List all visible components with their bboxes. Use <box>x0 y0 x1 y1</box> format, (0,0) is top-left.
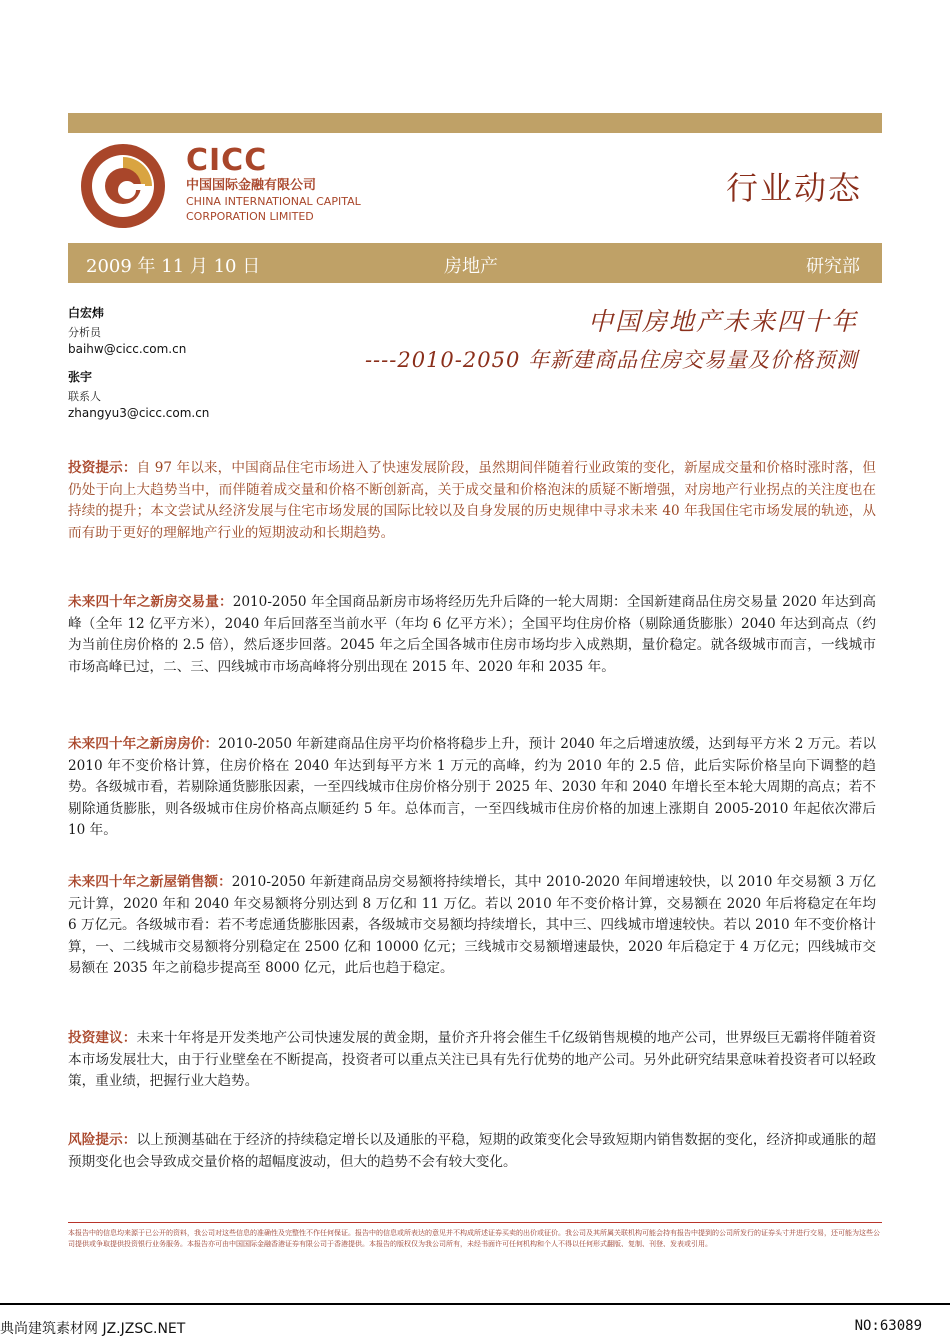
cicc-logo-icon <box>80 143 166 229</box>
section-text: 自 97 年以来，中国商品住宅市场进入了快速发展阶段，虽然期间伴随着行业政策的变化，新屋成交量和价格时涨时落，但仍处于向上大趋势当中，而伴随着成交量和价格不断创新高，关于成交量和价格泡沫的质疑不断增强，对房地产行业拐点的关注度也在持续的提升；本文尝试从经济发展与住宅市场发展的国际比较以及自身发展的历史规律中寻求未来 40 年我国住宅市场发展的轨迹，从而有助于更好的理解地产行业的短期波动和长期趋势。 <box>68 460 877 541</box>
author-role: 联系人 <box>68 390 101 403</box>
company-cn-name: 中国国际金融有限公司 <box>186 178 317 193</box>
section-text: 2010-2050 年新建商品住房平均价格将稳步上升，预计 2040 年之后增速放缓，达到每平方米 2 万元。若以 2010 年不变价格计算，住房价格在 2040 年达到每平方米 1 万元的高峰，约为 2010 年的 2.5 倍，此后实际价格呈向下调整的趋势。各级城市看，若剔除通货膨胀因素，一至四线城市住房价格分别于 2025 年、2030 年和 2040 年增长至本轮大周期的高点；若不剔除通货膨胀，则各级城市住房价格高点顺延约 5 年。总体而言，一至四线城市住房价格的加速上涨期自 2005-2010 年起依次滞后 10 年。 <box>68 736 876 838</box>
report-subtitle: ----2010-2050 年新建商品住房交易量及价格预测 <box>364 348 858 372</box>
section-volume-forecast <box>68 592 876 678</box>
disclaimer-text: 本报告中的信息均来源于已公开的资料，我公司对这些信息的准确性及完整性不作任何保证。报告中的信息或所表达的意见并不构成所述证券买卖的出价或征价。我公司及其所属关联机构可能会持有报告中提到的公司所发行的证券头寸并进行交易，还可能为这些公司提供或争取提供投资银行业务服务。本报告亦可由中国国际金融香港证券有限公司于香港提供。本报告的版权仅为我公司所有，未经书面许可任何机构和个人不得以任何形式翻版、复制、刊登、发表或引用。 <box>68 1229 880 1248</box>
author-name: 张宇 <box>68 370 93 384</box>
author-name: 白宏炜 <box>68 306 105 320</box>
report-department: 研究部 <box>806 256 860 277</box>
section-risk-warning <box>68 1130 876 1173</box>
footer-watermark: 典尚建筑素材网 JZ.JZSC.NET <box>0 1321 186 1337</box>
section-investment-advice <box>68 1028 876 1093</box>
section-lead: 投资提示： <box>68 460 137 476</box>
document-type: 行业动态 <box>725 169 862 207</box>
section-lead: 投资建议： <box>68 1030 137 1046</box>
section-sales-forecast <box>68 872 876 980</box>
company-en-name-1: CHINA INTERNATIONAL CAPITAL <box>186 195 361 208</box>
top-decorative-bar <box>68 113 882 133</box>
section-lead: 未来四十年之新房交易量： <box>68 594 233 610</box>
section-lead: 未来四十年之新房房价： <box>68 736 219 752</box>
author-block-2 <box>68 368 209 420</box>
author-block-1 <box>68 304 186 356</box>
section-investment-tips <box>68 458 876 544</box>
footer-divider <box>0 1303 950 1305</box>
author-email[interactable]: zhangyu3@cicc.com.cn <box>68 406 210 420</box>
company-en-name-2: CORPORATION LIMITED <box>186 210 314 223</box>
author-email[interactable]: baihw@cicc.com.cn <box>68 342 187 356</box>
section-text: 2010-2050 年全国商品新房市场将经历先升后降的一轮大周期：全国新建商品住房交易量 2020 年达到高峰（全年 12 亿平方米），2040 年后回落至当前水平（年均 6 亿平方米）；全国平均住房价格（剔除通货膨胀）2040 年达到高点（约为当前住房价格的 2.5 倍），然后逐步回落。2045 年之后全国各城市住房市场均步入成熟期，量价稳定。就各级城市而言，一线城市市场高峰已过，二、三、四线城市市场高峰将分别出现在 2015 年、2020 年和 2035 年。 <box>68 594 876 675</box>
report-date: 2009 年 11 月 10 日 <box>86 256 261 277</box>
section-price-forecast <box>68 734 876 842</box>
disclaimer-divider <box>68 1222 882 1223</box>
brand-block <box>186 145 361 224</box>
section-text: 以上预测基础在于经济的持续稳定增长以及通胀的平稳，短期的政策变化会导致短期内销售数据的变化，经济抑或通胀的超预期变化也会导致成交量价格的超幅度波动，但大的趋势不会有较大变化。 <box>68 1132 876 1170</box>
report-sector: 房地产 <box>444 256 498 277</box>
info-bar <box>68 243 882 283</box>
section-lead: 未来四十年之新屋销售额： <box>68 874 232 890</box>
report-title: 中国房地产未来四十年 <box>587 307 858 336</box>
author-role: 分析员 <box>68 326 101 339</box>
brand-name: CICC <box>186 143 268 178</box>
section-text: 未来十年将是开发类地产公司快速发展的黄金期，量价齐升将会催生千亿级销售规模的地产公司，世界级巨无霸将伴随着资本市场发展壮大，由于行业壁垒在不断提高，投资者可以重点关注已具有先行优势的地产公司。另外此研究结果意味着投资者可以轻政策，重业绩，把握行业大趋势。 <box>68 1030 876 1089</box>
footer-number: NO:63089 <box>854 1318 922 1334</box>
section-text: 2010-2050 年新建商品房交易额将持续增长，其中 2010-2020 年间增速较快，以 2010 年交易额 3 万亿元计算，2020 年和 2040 年交易额将分别达到 8 万亿和 11 万亿。若以 2010 年不变价格计算，交易额在 2020 年后将稳定在年均 6 万亿元。各级城市看：若不考虑通货膨胀因素，各级城市交易额均持续增长，其中三、四线城市增速较快。若以 2010 年不变价格计算，一、二线城市交易额将分别稳定在 2500 亿和 10000 亿元；三线城市交易额增速最快，2020 年后稳定于 4 万亿元；四线城市交易额在 2035 年之前稳步提高至 8000 亿元，此后也趋于稳定。 <box>68 874 876 976</box>
section-lead: 风险提示： <box>68 1132 137 1148</box>
